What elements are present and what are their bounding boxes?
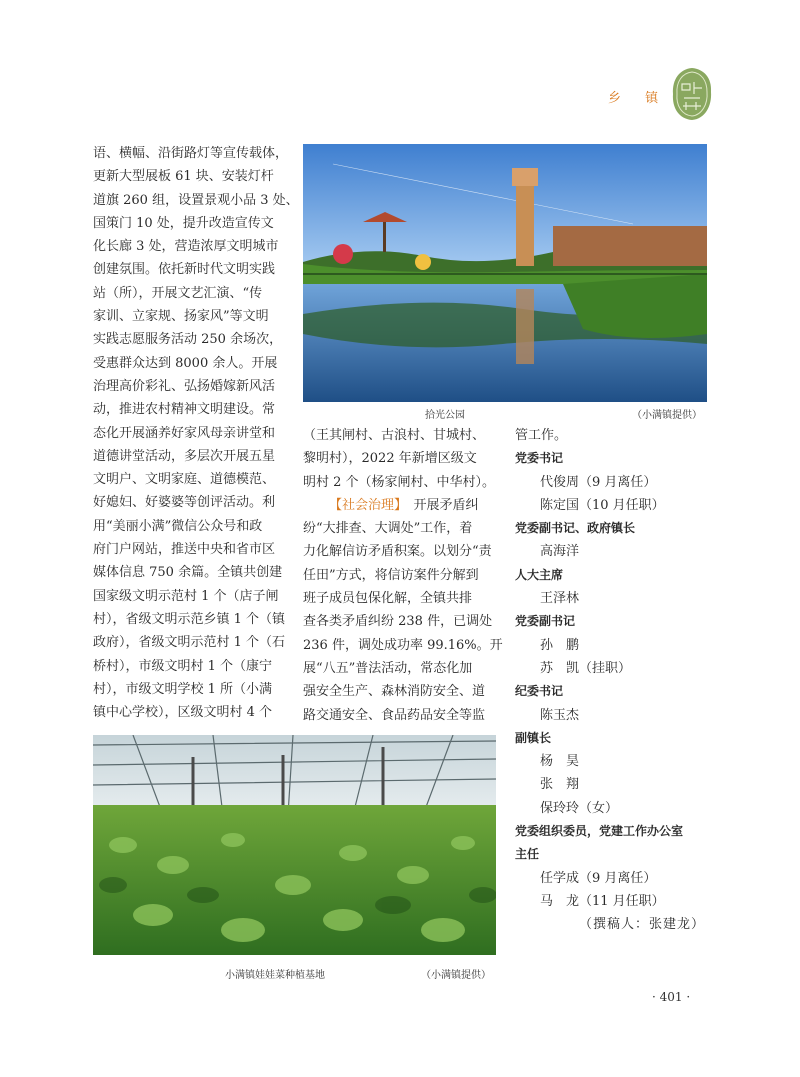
page-number: · 401 · [652, 990, 691, 1004]
body-line: 府门户网站，推送中央和省市区 [93, 542, 276, 558]
greenhouse-photo-credit: （小满镇提供） [421, 970, 491, 981]
body-line: 纷“大排查、大调处”工作，着 [303, 521, 473, 537]
greenhouse-photo-image [93, 735, 496, 955]
official-name: 高海洋 [540, 544, 580, 560]
body-line: 力化解信访矛盾积案。以划分“责 [303, 544, 492, 560]
author-credit: （撰稿人：张建龙） [578, 917, 705, 933]
official-name: 陈定国（10 月任职） [540, 497, 665, 513]
leadership-list [515, 424, 725, 937]
body-line: 创建氛围。依托新时代文明实践 [93, 262, 276, 278]
body-line: 用“美丽小满”微信公众号和政 [93, 518, 263, 534]
body-line: 管工作。 [515, 428, 568, 443]
position-heading: 副镇长 [515, 730, 552, 745]
body-line: 236 件，调处成功率 99.16%。开 [303, 637, 503, 653]
body-column-middle [303, 424, 503, 727]
official-name: 任学成（9 月离任） [540, 870, 657, 886]
official-name: 苏 凯（挂职） [540, 660, 632, 676]
greenhouse-photo-caption: 小满镇娃娃菜种植基地 [225, 970, 325, 981]
body-line: 路交通安全、食品药品安全等监 [303, 707, 486, 723]
section-header: 乡 镇 [608, 91, 669, 106]
position-heading: 人大主席 [515, 567, 564, 582]
park-photo-credit: （小满镇提供） [632, 410, 702, 421]
body-line: 动，推进农村精神文明建设。常 [93, 402, 276, 418]
park-photo [303, 144, 707, 402]
body-line: 国策门 10 处，提升改造宣传文 [93, 215, 274, 231]
body-line: 桥村），市级文明村 1 个（康宁 [93, 658, 273, 674]
official-name: 张 翔 [540, 777, 580, 793]
body-line: 国家级文明示范村 1 个（店子闸 [93, 588, 279, 604]
position-heading: 主任 [515, 847, 540, 862]
official-name: 陈玉杰 [540, 707, 580, 723]
official-name: 王泽林 [540, 591, 580, 607]
position-heading: 党委副书记 [515, 614, 576, 629]
official-name: 保玲玲（女） [540, 800, 619, 816]
body-line: 态化开展涵养好家风母亲讲堂和 [93, 425, 276, 441]
body-line: 家训、立家规、扬家风”等文明 [93, 309, 269, 325]
position-heading: 党委书记 [515, 451, 564, 466]
official-name: 马 龙（11 月任职） [540, 893, 665, 909]
body-line: 村），省级文明示范乡镇 1 个（镇 [93, 611, 286, 627]
position-heading: 党委副书记、政府镇长 [515, 521, 636, 536]
body-line: 站（所），开展文艺汇演、“传 [93, 285, 263, 301]
body-line: 受惠群众达到 8000 余人。开展 [93, 355, 278, 371]
body-line: 展“八五”普法活动，常态化加 [303, 660, 473, 676]
body-line: 实践志愿服务活动 250 余场次， [93, 332, 283, 348]
body-line [303, 494, 499, 517]
body-line: 道旗 260 组，设置景观小品 3 处、 [93, 192, 299, 208]
body-line: 查各类矛盾纠纷 238 件，已调处 [303, 614, 493, 630]
body-line: 任田”方式，将信访案件分解到 [303, 567, 479, 583]
body-line: 强安全生产、森林消防安全、道 [303, 684, 486, 700]
greenhouse-photo [93, 735, 496, 955]
body-line: 明村 2 个（杨家闸村、中华村）。 [303, 474, 496, 490]
body-line: 媒体信息 750 余篇。全镇共创建 [93, 565, 283, 581]
park-photo-image [303, 144, 707, 402]
body-line: 黎明村），2022 年新增区级文 [303, 451, 477, 467]
body-line: 语、横幅、沿街路灯等宣传载体， [93, 146, 289, 161]
section-tag: 【社会治理】 [329, 497, 401, 513]
body-line: 道德讲堂活动，多层次开展五星 [93, 448, 276, 464]
body-line: 镇中心学校），区级文明村 4 个 [93, 705, 273, 721]
official-name: 代俊周（9 月离任） [540, 474, 657, 490]
seal-emblem-icon [670, 66, 714, 122]
official-name: 孙 鹏 [540, 637, 580, 653]
body-line: 文明户、文明家庭、道德模范、 [93, 472, 276, 488]
body-line: 政府），省级文明示范村 1 个（石 [93, 635, 286, 651]
body-line: 化长廊 3 处，营造浓厚文明城市 [93, 239, 279, 255]
position-heading: 党委组织委员，党建工作办公室 [515, 824, 684, 839]
body-line: （王其闸村、古浪村、甘城村、 [303, 428, 486, 443]
official-name: 杨 昊 [540, 754, 580, 770]
tagline-text: 开展矛盾纠 [400, 497, 479, 513]
body-line: 更新大型展板 61 块、安装灯杆 [93, 169, 274, 185]
body-line: 好媳妇、好婆婆等创评活动。利 [93, 495, 276, 511]
park-photo-caption: 拾光公园 [425, 410, 465, 421]
body-line: 村），市级文明学校 1 所（小满 [93, 681, 273, 697]
body-line: 治理高价彩礼、弘扬婚嫁新风活 [93, 378, 276, 394]
body-line: 班子成员包保化解，全镇共排 [303, 591, 473, 607]
body-column-left [93, 142, 299, 724]
position-heading: 纪委书记 [515, 684, 564, 699]
